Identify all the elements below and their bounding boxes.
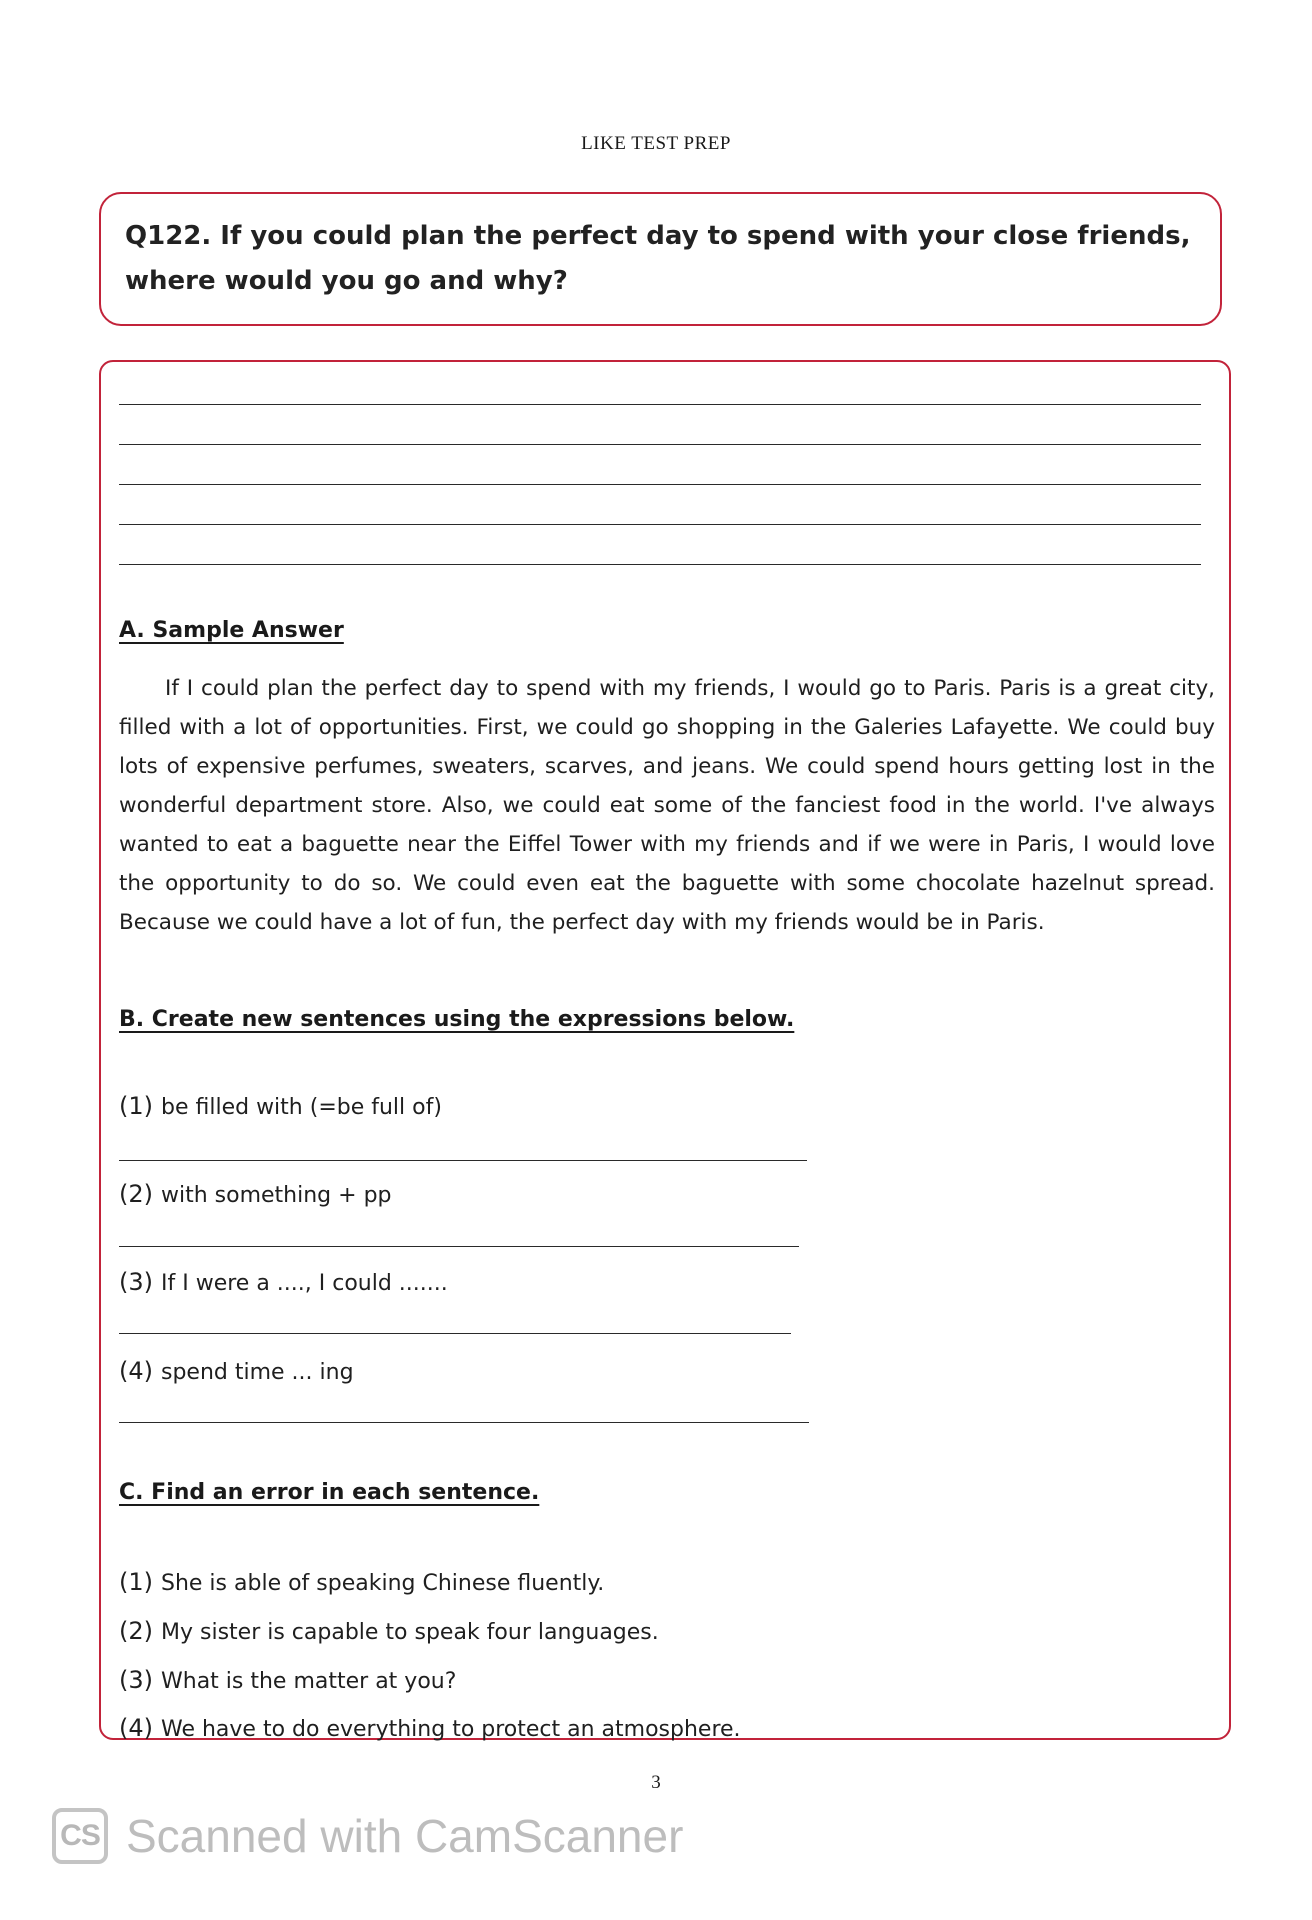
error-sentence: My sister is capable to speak four languages. <box>161 1620 659 1645</box>
expression-text: If I were a ...., I could ....... <box>161 1271 448 1296</box>
error-item <box>119 1714 741 1742</box>
writing-line[interactable] <box>119 404 1201 405</box>
writing-line[interactable] <box>119 564 1201 565</box>
expression-text: with something + pp <box>161 1183 392 1208</box>
error-sentence: She is able of speaking Chinese fluently. <box>161 1571 605 1596</box>
watermark-text: Scanned with CamScanner <box>126 1810 684 1862</box>
camscanner-watermark <box>52 1806 683 1866</box>
answer-line[interactable] <box>119 1246 799 1247</box>
answer-line[interactable] <box>119 1422 809 1423</box>
writing-line[interactable] <box>119 524 1201 525</box>
expression-item <box>119 1180 392 1208</box>
question-box <box>99 192 1222 326</box>
writing-line[interactable] <box>119 444 1201 445</box>
error-sentence: What is the matter at you? <box>161 1669 457 1694</box>
expression-text: be filled with (=be full of) <box>161 1095 442 1120</box>
page-number: 3 <box>651 1772 661 1793</box>
expression-text: spend time ... ing <box>161 1360 354 1385</box>
sample-answer-paragraph: If I could plan the perfect day to spend with my friends, I would go to Paris. Paris is a great city, filled with a lot of opportunities. First, we could go shopping in the Galeries Lafayette. We could buy lots of expensive perfumes, sweaters, scarves, and jeans. We could spend hours getting lost in the wonderful department store. Also, we could eat some of the fanciest food in the world. I've always wanted to eat a baguette near the Eiffel Tower with my friends and if we were in Paris, I would love the opportunity to do so. We could even eat the baguette with some chocolate hazelnut spread. Because we could have a lot of fun, the perfect day with my friends would be in Paris. <box>119 676 1215 935</box>
section-a-heading: A. Sample Answer <box>119 618 344 643</box>
camscanner-logo-icon: CS <box>52 1808 108 1864</box>
section-b-heading: B. Create new sentences using the expressions below. <box>119 1007 795 1032</box>
error-item <box>119 1666 456 1694</box>
answer-box <box>99 360 1231 1740</box>
error-sentence: We have to do everything to protect an atmosphere. <box>161 1717 741 1742</box>
expression-item <box>119 1092 442 1120</box>
answer-line[interactable] <box>119 1333 791 1334</box>
section-c-heading: C. Find an error in each sentence. <box>119 1480 540 1505</box>
item-number: (3) <box>119 1666 153 1694</box>
error-item <box>119 1568 604 1596</box>
expression-item <box>119 1268 448 1296</box>
item-number: (1) <box>119 1092 153 1120</box>
item-number: (2) <box>119 1180 153 1208</box>
item-number: (1) <box>119 1568 153 1596</box>
item-number: (3) <box>119 1268 153 1296</box>
question-text: Q122. If you could plan the perfect day to spend with your close friends, where would you go and why? <box>125 221 1191 296</box>
expression-item <box>119 1357 354 1385</box>
item-number: (4) <box>119 1714 153 1742</box>
item-number: (2) <box>119 1617 153 1645</box>
page-header: LIKE TEST PREP <box>581 133 731 154</box>
answer-line[interactable] <box>119 1160 807 1161</box>
error-item <box>119 1617 659 1645</box>
item-number: (4) <box>119 1357 153 1385</box>
writing-line[interactable] <box>119 484 1201 485</box>
